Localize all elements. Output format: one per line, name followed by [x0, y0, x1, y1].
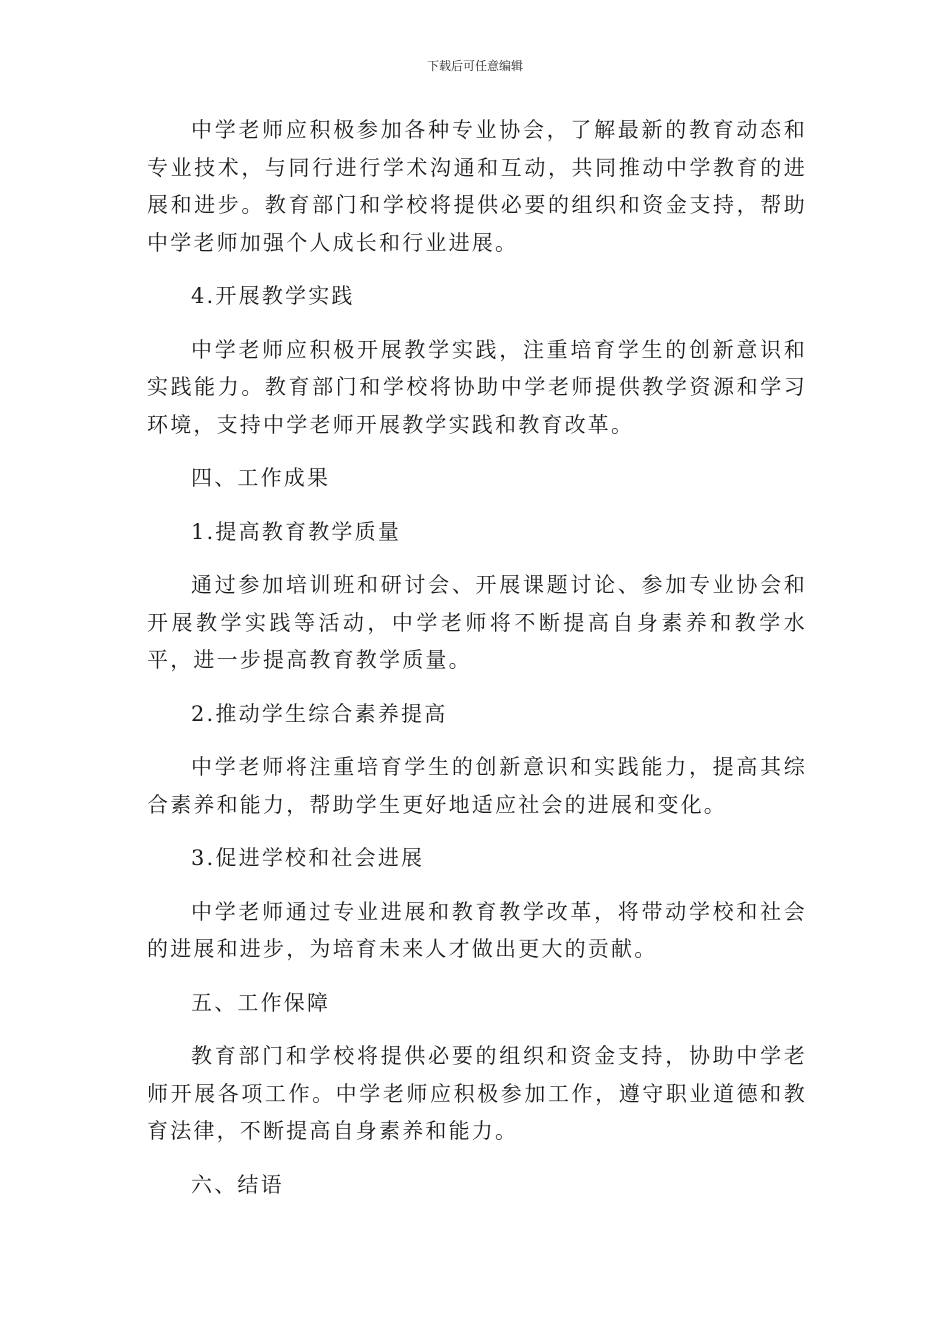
paragraph-work-guarantee: 教育部门和学校将提供必要的组织和资金支持，协助中学老师开展各项工作。中学老师应积极参加工作，遵守职业道德和教育法律，不断提高自身素养和能力。 — [147, 1044, 807, 1143]
page-header: 下载后可任意编辑 — [426, 59, 523, 73]
paragraph-professional-associations: 中学老师应积极参加各种专业协会，了解最新的教育动态和专业技术，与同行进行学术沟通和互动，共同推动中学教育的进展和进步。教育部门和学校将提供必要的组织和资金支持，帮助中学老师加强个人成长和行业进展。 — [147, 118, 807, 255]
heading-teaching-practice: 4.开展教学实践 — [191, 284, 355, 308]
heading-teaching-quality: 1.提高教育教学质量 — [191, 519, 402, 544]
heading-conclusion: 六、结语 — [191, 1172, 284, 1197]
paragraph-teaching-practice: 中学老师应积极开展教学实践，注重培育学生的创新意识和实践能力。教育部门和学校将协助中学老师提供教学资源和学习环境，支持中学老师开展教学实践和教育改革。 — [147, 337, 807, 437]
paragraph-teaching-quality: 通过参加培训班和研讨会、开展课题讨论、参加专业协会和开展教学实践等活动，中学老师将不断提高自身素养和教学水平，进一步提高教育教学质量。 — [147, 573, 807, 672]
heading-work-guarantee: 五、工作保障 — [191, 990, 331, 1015]
paragraph-student-literacy: 中学老师将注重培育学生的创新意识和实践能力，提高其综合素养和能力，帮助学生更好地适应社会的进展和变化。 — [147, 755, 807, 817]
heading-student-literacy: 2.推动学生综合素养提高 — [191, 701, 448, 726]
paragraph-school-society: 中学老师通过专业进展和教育教学改革，将带动学校和社会的进展和进步，为培育未来人才做出更大的贡献。 — [147, 899, 807, 961]
heading-school-society: 3.促进学校和社会进展 — [191, 846, 425, 870]
document-body — [147, 112, 807, 1204]
heading-work-results: 四、工作成果 — [191, 466, 331, 490]
